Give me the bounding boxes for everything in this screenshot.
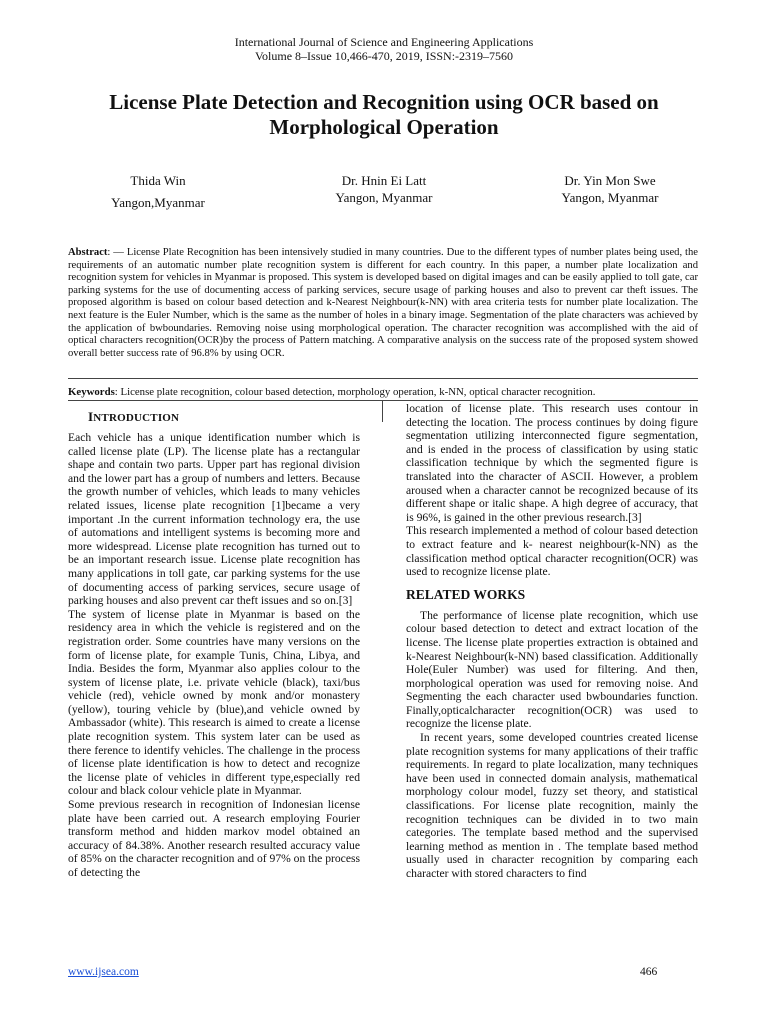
paper-title [40, 90, 728, 140]
author-3 [540, 172, 680, 206]
keywords-text: : License plate recognition, colour based detection, morphology operation, k-NN, optical character recognition. [114, 386, 596, 398]
paper-title-line2: Morphological Operation [269, 115, 499, 139]
introduction-heading [88, 409, 179, 425]
intro-paragraph-2: The system of license plate in Myanmar is based on the residency area in which the vehicle is registered and on the registration order. Some countries have many versions on the form of license plate, for example Tunis, China, Libya, and India. Besides the form, Myanmar also applies colour to the system of license plate, i.e. private vehicle (black), taxi/bus vehicle (red), vehicle owned by monk and/or monastery (yellow), touring vehicle by (blue),and vehicle owned by Ambassador (white). This research is aimed to create a license plate recognition system. This system later can be used as there ference to identify vehicles. The challenge in the process of license plate identification is how to detect and recognize the license plate of vehicles in different type,especially red colour and black colour vehicle plate in Myanmar. [68, 607, 360, 798]
related-paragraph-2: In recent years, some developed countries created license plate recognition systems for many applications of their traffic requirements. In regard to plate localization, many techniques have been used in connected domain analysis, mathematical morphology colour model, fuzzy set theory, and statistical classifications. For license plate recognition, mainly the recognition techniques can be divided in to two main categories. The template based method and the supervised learning method as mention in . The template based method usually used in character recognition by comparing each character with stored characters to find [406, 731, 698, 880]
author-3-affiliation: Yangon, Myanmar [561, 190, 659, 205]
right-paragraph-2: This research implemented a method of colour based detection to extract feature and k- nearest neighbour(k-NN) as the classification method optical character recognition(OCR) was used to recognize license plate. [406, 524, 698, 579]
introduction-heading-initial: I [88, 409, 94, 424]
intro-paragraph-1: Each vehicle has a unique identification number which is called license plate (LP). The license plate has a rectangular shape and contain two parts. Upper part has regional division and the lower part has a group of numbers and letters. Because the growth number of vehicles, which leads to many vehicles related issues, license plate recognition [1]became a very important .In the current information technology era, the use of automations and intelligent systems is becoming more and more widespread. License plate recognition has turned out to be an important research issue. License plate recognition has many applications in toll gate, car parking systems for the use of documenting access of parking services, secure usage of parking houses and also prevent car theft issues and so on.[3] [68, 431, 360, 608]
author-2 [314, 172, 454, 206]
author-2-affiliation: Yangon, Myanmar [335, 190, 433, 205]
related-works-heading: RELATED WORKS [406, 586, 526, 602]
author-2-name: Dr. Hnin Ei Latt [341, 173, 427, 188]
journal-name: International Journal of Science and Engineering Applications [234, 35, 534, 49]
author-1 [98, 172, 218, 211]
introduction-heading-rest: NTRODUCTION [93, 412, 180, 424]
page-number: 466 [640, 966, 658, 978]
author-1-name: Thida Win [130, 173, 186, 188]
abstract-label: Abstract [68, 247, 108, 258]
keywords-divider [68, 400, 698, 401]
abstract-text: : — License Plate Recognition has been intensively studied in many countries. Due to the different types of number plates being used, the requirements of an automatic number plate recognition system is different for each country. In this paper, a number plate localization and recognition system for vehicles in Myanmar is proposed. This system is developed based on digital images and can be easily applied to toll gate, car parking systems for the use of documenting access of parking services, secure usage of parking houses and also to prevent car theft issues. The proposed algorithm is based on colour based detection and k-Nearest Neighbour(k-NN) with area criteria tests for number plate localization. The next feature is the Euler Number, which is the same as the number of holes in a binary image. Segmentation of the plate characters was achieved by the application of bwboundaries. Removing noise using morphological operation. The character recognition was accomplished with the aid of optical characters recognition(OCR)by the process of Pattern matching. A comparative analysis on the success rate of the proposed system showed overall better success rate of 96.8% by using OCR. [68, 247, 698, 359]
journal-header [0, 35, 768, 63]
intro-paragraph-3: Some previous research in recognition of Indonesian license plate have been carried out. A research employing Fourier transform method and hidden markov model obtained an accuracy of 84.38%. Another research resulted accuracy value of 85% on the character recognition and of 97% on the process of detecting the [68, 798, 360, 879]
author-1-affiliation: Yangon,Myanmar [111, 195, 205, 210]
related-paragraph-1: The performance of license plate recognition, which use colour based detection to detect and extract location of the license. The license plate properties extraction is obtained and k-Nearest Neighbour(k-NN) based classification. Additionally Hole(Euler Number) was used for filtering. And then, morphological operation was used for removing noise. And Segmenting the each character used bwboundaries function. Finally,opticalcharacter recognition(OCR) was used to recognize the license plate. [406, 608, 698, 731]
paper-title-line1: License Plate Detection and Recognition using OCR based on [109, 90, 659, 114]
abstract-divider [68, 378, 698, 379]
keywords-label: Keywords [68, 386, 115, 398]
abstract [68, 247, 698, 360]
author-3-name: Dr. Yin Mon Swe [564, 173, 656, 188]
right-paragraph-1: location of license plate. This research uses contour in detecting the location. The process continues by doing figure segmentation utilizing interconnected figure segmentation, and is ended in the process of classification by using static classification technique by which the segmented figure is translated into the character of ASCII. However, a problem aroused when a character cannot be recognized because of its different shape or italic shape. A high degree of accuracy, that is 96%, is gained in the other previous research.[3] [406, 402, 698, 524]
left-column [68, 431, 360, 880]
journal-volume: Volume 8–Issue 10,466-470, 2019, ISSN:-2319–7560 [254, 49, 514, 63]
right-column [406, 402, 698, 881]
keywords [68, 386, 698, 399]
journal-website-link[interactable]: www.ijsea.com [68, 966, 139, 978]
column-divider [382, 400, 383, 422]
